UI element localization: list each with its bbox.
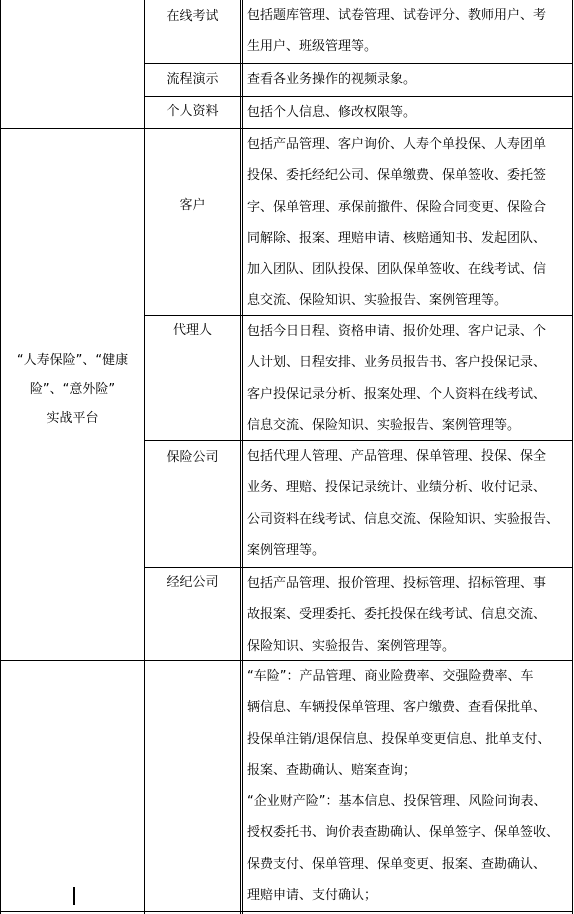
description-line: 投保单注销/退保信息、投保单变更信息、批单支付、 bbox=[247, 731, 551, 747]
description-line: 客户投保记录分析、报案处理、个人资料在线考试、 bbox=[247, 386, 547, 402]
description-line: 包括代理人管理、产品管理、保单管理、投保、保全 bbox=[247, 449, 547, 464]
description-line: 人计划、日程安排、业务员报告书、客户投保记录、 bbox=[247, 355, 547, 371]
role-customer-description bbox=[247, 129, 571, 317]
text-cursor bbox=[73, 887, 75, 905]
platform-name-line: 险”、“意外险” bbox=[29, 382, 116, 397]
role-brokerage: 经纪公司 bbox=[166, 575, 219, 590]
role-insurance-company-description bbox=[247, 441, 571, 566]
description-line: 加入团队、团队投保、团队保单签收、在线考试、信 bbox=[247, 262, 547, 278]
table-column-divider-2 bbox=[240, 0, 241, 914]
description-line: 保险知识、实验报告、案例管理等。 bbox=[247, 638, 456, 654]
description-line: 保费支付、保单管理、保单变更、报案、查勘确认、 bbox=[247, 856, 547, 872]
description-line: “车险”：产品管理、商业险费率、交强险费率、车 bbox=[247, 669, 534, 684]
role-agent: 代理人 bbox=[172, 323, 212, 338]
description-line: 包括产品管理、客户询价、人寿个单投保、人寿团单 bbox=[247, 137, 547, 152]
module-online-exam: 在线考试 bbox=[166, 9, 219, 24]
role-customer: 客户 bbox=[179, 198, 206, 213]
description-line: 信息交流、保险知识、实验报告、案例管理等。 bbox=[247, 417, 521, 433]
description-line: 息交流、保险知识、实验报告、案例管理等。 bbox=[247, 293, 508, 309]
module-process-demo: 流程演示 bbox=[166, 72, 219, 87]
description-line: 包括今日日程、资格申请、报价处理、客户记录、个 bbox=[247, 324, 547, 339]
platform-name-line: “人寿保险”、“健康 bbox=[16, 353, 129, 368]
description-line: 业务、理赔、投保记录统计、业绩分析、收付记录、 bbox=[247, 480, 547, 496]
description-line: 辆信息、车辆投保单管理、客户缴费、查看保批单、 bbox=[247, 700, 547, 716]
table-column-divider-2b bbox=[242, 0, 243, 914]
module-online-exam-description bbox=[247, 0, 571, 63]
description-line: 故报案、受理委托、委托投保在线考试、信息交流、 bbox=[247, 607, 547, 623]
table-border-right bbox=[572, 0, 573, 914]
description-line: 同解除、报案、理赔申请、核赔通知书、发起团队、 bbox=[247, 230, 547, 246]
description-line: “企业财产险”：基本信息、投保管理、风险问询表、 bbox=[247, 794, 547, 810]
description-line: 报案、查勘确认、赔案查询； bbox=[247, 762, 417, 778]
description-line: 包括个人信息、修改权限等。 bbox=[247, 105, 417, 120]
role-brokerage-description bbox=[247, 568, 571, 662]
module-process-demo-description bbox=[247, 64, 571, 95]
property-insurance-description bbox=[247, 661, 571, 911]
platform-name-line: 实战平台 bbox=[46, 411, 99, 426]
role-agent-description bbox=[247, 316, 571, 441]
description-line: 投保、委托经纪公司、保单缴费、保单签收、委托签 bbox=[247, 168, 547, 184]
description-line: 字、保单管理、承保前撤件、保险合同变更、保险合 bbox=[247, 199, 547, 215]
platform-name bbox=[1, 346, 144, 433]
description-line: 案例管理等。 bbox=[247, 542, 326, 558]
description-line: 生用户、班级管理等。 bbox=[247, 39, 378, 55]
table-border-left bbox=[0, 0, 1, 914]
description-line: 查看各业务操作的视频录象。 bbox=[247, 72, 417, 87]
module-personal-info-description bbox=[247, 97, 571, 128]
description-line: 包括产品管理、报价管理、投标管理、招标管理、事 bbox=[247, 576, 547, 591]
description-line: 理赔申请、支付确认； bbox=[247, 888, 378, 904]
role-insurance-company: 保险公司 bbox=[166, 450, 219, 465]
description-line: 包括题库管理、试卷管理、试卷评分、教师用户、考 bbox=[247, 8, 547, 23]
description-line: 授权委托书、询价表查勘确认、保单签字、保单签收、 bbox=[247, 825, 560, 841]
description-line: 公司资料在线考试、信息交流、保险知识、实验报告、 bbox=[247, 511, 560, 527]
module-personal-info: 个人资料 bbox=[166, 104, 219, 119]
